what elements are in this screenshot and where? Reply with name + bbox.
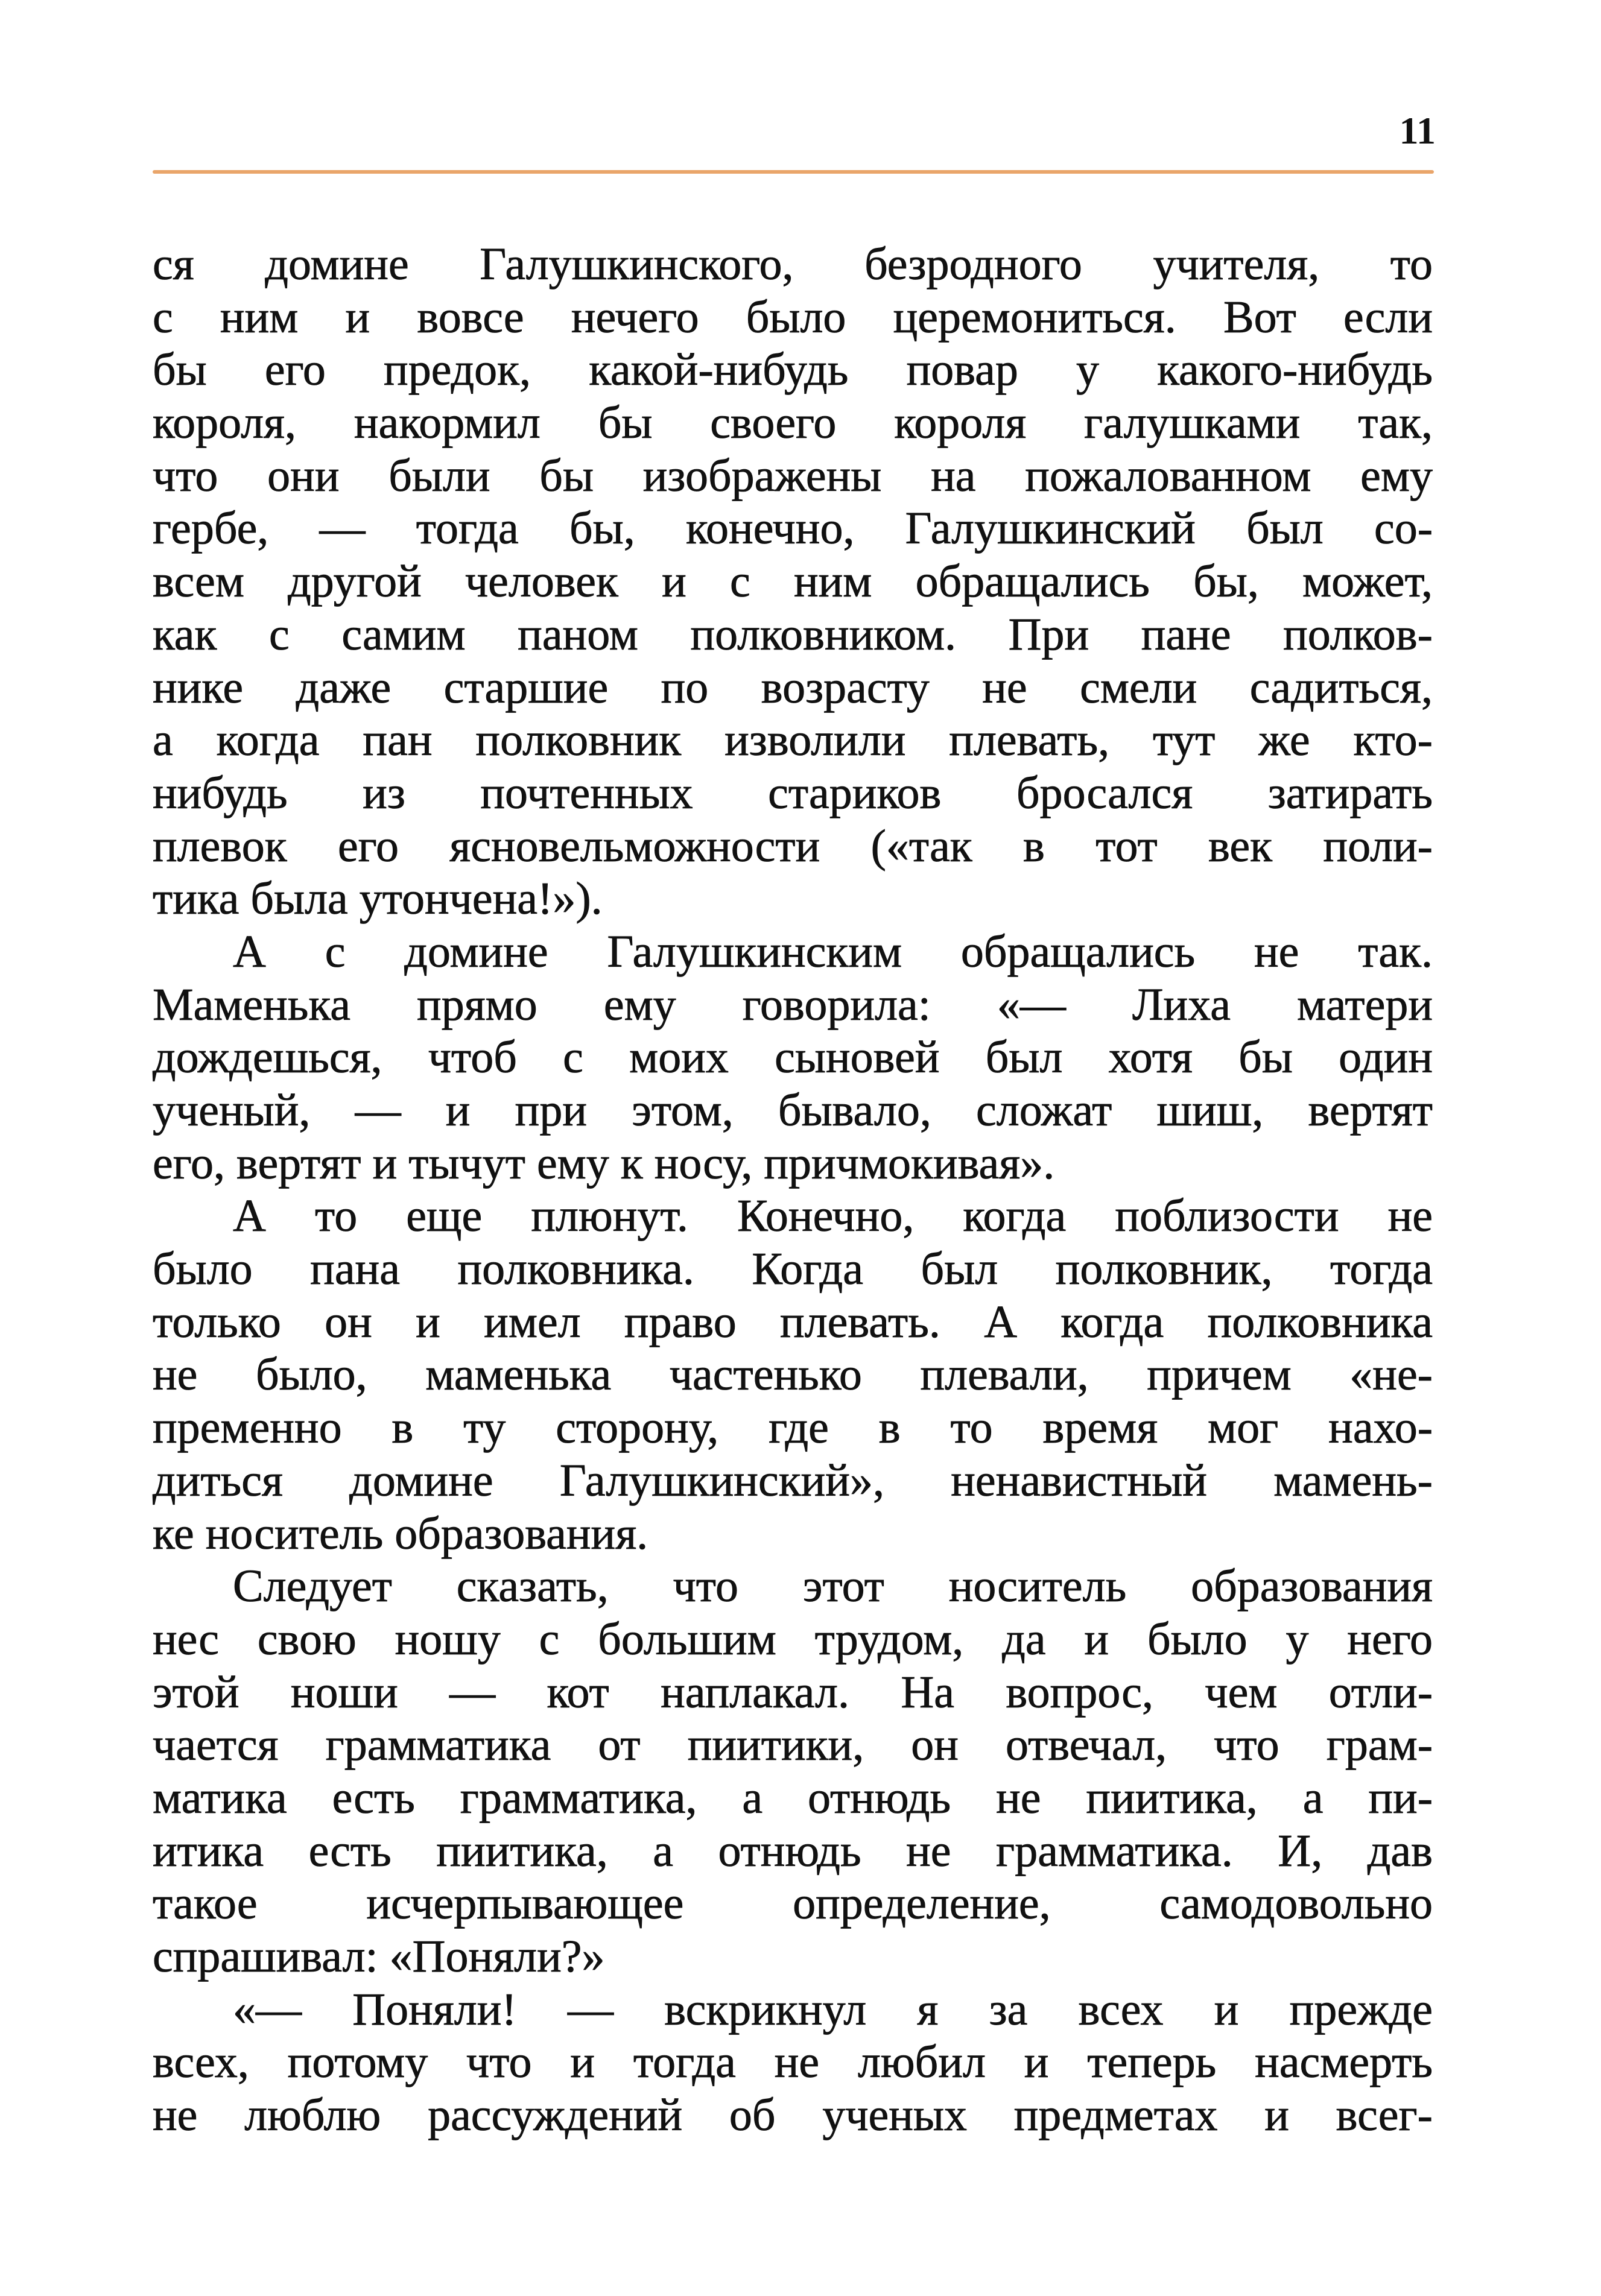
text-line: что они были бы изображены на пожалованном ему <box>153 450 1433 501</box>
text-line: «— Поняли! — вскрикнул я за всех и прежде <box>233 1984 1433 2035</box>
text-line: плевок его ясновельможности («так в тот век поли- <box>153 820 1433 871</box>
paragraph <box>153 1190 1433 1560</box>
text-line: его, вертят и тычут ему к носу, причмокивая». <box>153 1137 1055 1189</box>
text-line: с ним и вовсе нечего было церемониться. Вот если <box>153 291 1433 343</box>
text-line: только он и имел право плевать. А когда полковника <box>153 1296 1433 1347</box>
text-line: короля, накормил бы своего короля галушками так, <box>153 397 1433 449</box>
text-line: матика есть грамматика, а отнюдь не пиитика, а пи- <box>153 1772 1433 1823</box>
text-line: ученый, — и при этом, бывало, сложат шиш, вертят <box>153 1085 1433 1136</box>
paragraph <box>153 238 1433 926</box>
text-line: А то еще плюнут. Конечно, когда поблизости не <box>233 1191 1433 1242</box>
paragraph <box>153 926 1433 1190</box>
text-line: Маменька прямо ему говорила: «— Лиха матери <box>153 979 1433 1030</box>
header-rule <box>153 170 1434 174</box>
body-text <box>153 238 1433 2142</box>
text-line: такое исчерпывающее определение, самодовольно <box>153 1878 1433 1929</box>
text-line: итика есть пиитика, а отнюдь не грамматика. И, дав <box>153 1825 1433 1876</box>
text-line: не было, маменька частенько плевали, причем «не- <box>153 1349 1433 1400</box>
text-line: ся домине Галушкинского, безродного учителя, то <box>153 239 1433 289</box>
text-line: всем другой человек и с ним обращались бы, может, <box>153 556 1433 607</box>
text-line: этой ноши — кот наплакал. На вопрос, чем отли- <box>153 1666 1433 1718</box>
text-line: гербе, — тогда бы, конечно, Галушкинский был со- <box>153 503 1433 554</box>
text-line: ке носитель образования. <box>153 1508 648 1559</box>
paragraph <box>153 1984 1433 2142</box>
text-line: А с домине Галушкинским обращались не так. <box>233 926 1433 977</box>
text-line: нике даже старшие по возрасту не смели садиться, <box>153 662 1433 713</box>
text-line: диться домине Галушкинский», ненавистный мамень- <box>153 1455 1433 1506</box>
text-line: не люблю рассуждений об ученых предметах и всег- <box>153 2090 1433 2141</box>
text-line: нес свою ношу с большим трудом, да и было у него <box>153 1613 1433 1665</box>
page-number: 11 <box>1399 109 1436 152</box>
text-line: дождешься, чтоб с моих сыновей был хотя бы один <box>153 1032 1433 1083</box>
text-line: всех, потому что и тогда не любил и теперь насмерть <box>153 2037 1433 2088</box>
text-line: чается грамматика от пиитики, он отвечал, что грам- <box>153 1719 1433 1771</box>
text-line: нибудь из почтенных стариков бросался затирать <box>153 767 1433 818</box>
text-line: а когда пан полковник изволили плевать, тут же кто- <box>153 715 1433 766</box>
text-line: было пана полковника. Когда был полковник, тогда <box>153 1244 1433 1295</box>
text-line: тика была утончена!»). <box>153 873 603 925</box>
text-line: Следует сказать, что этот носитель образования <box>233 1561 1433 1612</box>
text-line: как с самим паном полковником. При пане полков- <box>153 609 1433 660</box>
paragraph <box>153 1560 1433 1984</box>
text-line: спрашивал: «Поняли?» <box>153 1931 605 1982</box>
text-line: пременно в ту сторону, где в то время мог нахо- <box>153 1402 1433 1453</box>
text-line: бы его предок, какой-нибудь повар у какого-нибудь <box>153 344 1433 396</box>
